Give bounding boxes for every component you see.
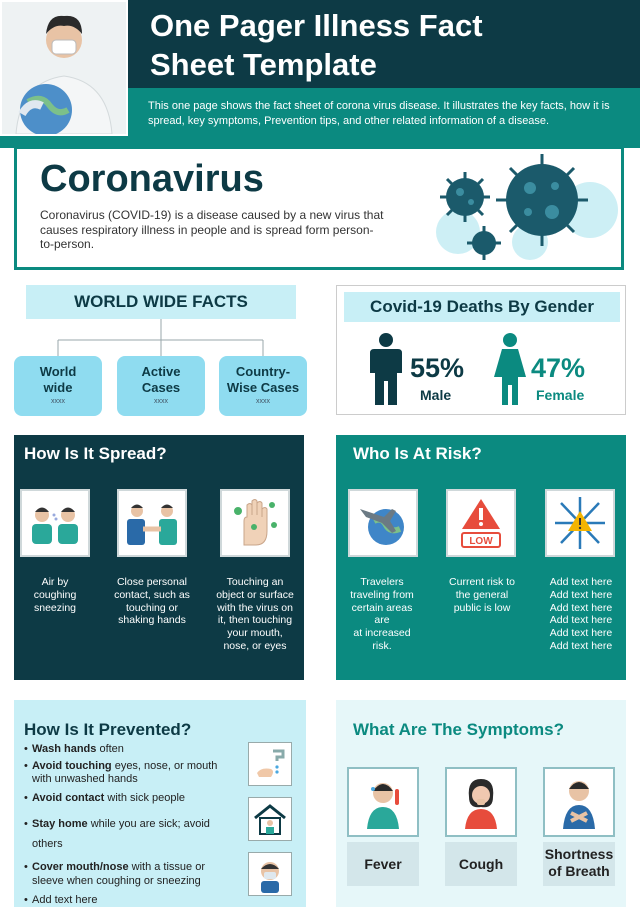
handwash-icon bbox=[248, 742, 292, 786]
risk-title: Who Is At Risk? bbox=[353, 444, 482, 463]
gender-title: Covid-19 Deaths By Gender bbox=[344, 292, 620, 322]
page-subtitle: This one page shows the fact sheet of corona virus disease. It illustrates the key facts, how it is spread, key symptoms, Prevention tips, and other related information of a disease. bbox=[148, 100, 610, 127]
list-item: • Wash hands often bbox=[24, 743, 124, 755]
spread-caption-1: Air by coughing sneezing bbox=[33, 576, 77, 614]
spread-title: How Is It Spread? bbox=[24, 444, 167, 463]
low-badge-text: LOW bbox=[469, 536, 493, 547]
handshake-icon bbox=[117, 489, 187, 557]
fact-label: Active Cases bbox=[141, 364, 181, 395]
list-item: • Stay home while you are sick; avoid others bbox=[24, 818, 210, 850]
warning-arrows-icon bbox=[545, 489, 615, 557]
list-item: • Avoid touching eyes, nose, or mouth with unwashed hands bbox=[24, 760, 218, 785]
intro-title: Coronavirus bbox=[40, 158, 264, 200]
risk-caption-1: Travelers traveling from certain areas are at increased risk. bbox=[350, 576, 414, 652]
list-item: • Avoid contact with sick people bbox=[24, 792, 186, 804]
fact-world-wide bbox=[14, 356, 102, 416]
symptom-label-shortness-of-breath: Shortness of Breath bbox=[543, 842, 615, 886]
male-label: Male bbox=[420, 387, 452, 403]
contaminated-hand-icon bbox=[220, 489, 290, 557]
symptom-label-cough: Cough bbox=[445, 842, 517, 886]
spread-caption-3: Touching an object or surface with the virus on it, then touching your mouth, nose, or eyes bbox=[216, 576, 294, 652]
list-item: • Cover mouth/nose with a tissue or sleeve when coughing or sneezing bbox=[24, 861, 205, 887]
male-percent: 55% bbox=[410, 353, 465, 383]
male-figure-icon bbox=[368, 333, 404, 405]
fact-label: World wide bbox=[39, 364, 77, 395]
cough-person-icon bbox=[445, 767, 517, 837]
list-item: • Add text here bbox=[24, 894, 98, 906]
world-facts-title: WORLD WIDE FACTS bbox=[26, 285, 296, 319]
fact-value: xxxx bbox=[154, 398, 168, 405]
fever-person-icon bbox=[347, 767, 419, 837]
page-title: One Pager Illness Fact Sheet Template bbox=[150, 8, 483, 82]
fact-value: xxxx bbox=[256, 398, 270, 405]
stay-home-icon bbox=[248, 797, 292, 841]
risk-caption-2: Current risk to the general public is low bbox=[449, 576, 515, 614]
fact-country-wise-cases bbox=[219, 356, 307, 416]
spread-caption-2: Close personal contact, such as touching or shaking hands bbox=[114, 576, 190, 627]
coughing-people-icon bbox=[20, 489, 90, 557]
female-label: Female bbox=[536, 387, 585, 403]
fact-label: Country- Wise Cases bbox=[226, 364, 300, 395]
fact-value: xxxx bbox=[51, 398, 65, 405]
prevention-title: How Is It Prevented? bbox=[24, 720, 192, 739]
female-percent: 47% bbox=[531, 353, 586, 383]
symptom-label-fever: Fever bbox=[347, 842, 419, 886]
breath-person-icon bbox=[543, 767, 615, 837]
prevention-list bbox=[24, 743, 236, 907]
fact-active-cases bbox=[117, 356, 205, 416]
intro-text: Coronavirus (COVID-19) is a disease caused by a new virus that causes respiratory illness in people and is spread form person-to-person. bbox=[40, 208, 384, 251]
female-figure-icon bbox=[492, 333, 528, 405]
masked-doctor-photo bbox=[0, 0, 128, 136]
symptoms-title: What Are The Symptoms? bbox=[353, 720, 564, 739]
risk-caption-3: Add text here Add text here Add text here Add text here Add text here Add text here bbox=[549, 576, 613, 652]
low-risk-icon bbox=[446, 489, 516, 557]
plane-globe-icon bbox=[348, 489, 418, 557]
virus-illustration-icon bbox=[420, 150, 620, 266]
face-mask-icon bbox=[248, 852, 292, 896]
